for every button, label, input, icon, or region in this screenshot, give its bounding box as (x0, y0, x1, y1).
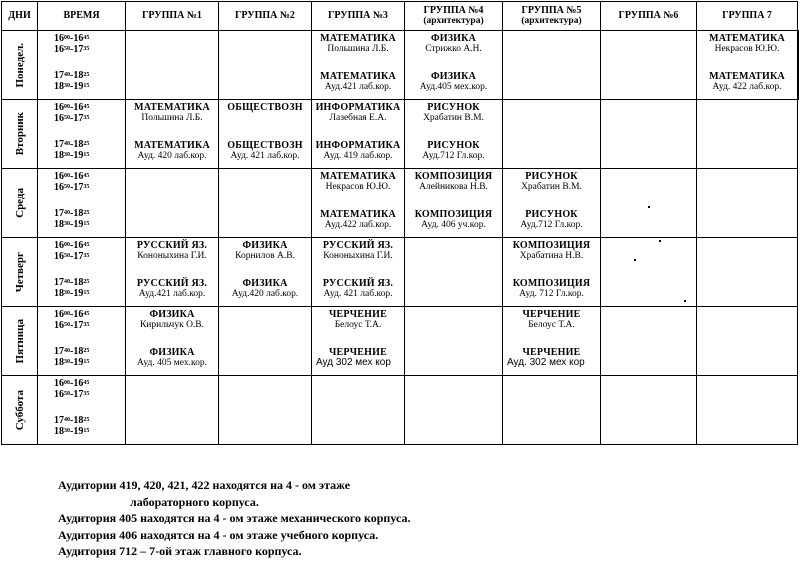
lesson-cell (601, 376, 697, 445)
day-row (2, 238, 799, 307)
time-slot: $16^{50}-17^{35}$ (54, 113, 90, 124)
note-line: Аудитория 712 – 7-ой этаж главного корпуса. (58, 544, 302, 558)
room: Ауд.421 лаб.кор. (324, 82, 392, 92)
group-name: ГРУППА №4 (423, 5, 484, 16)
slot-hour: 17 (54, 277, 64, 288)
time-slot: $16^{00}-16^{45}$ (54, 171, 90, 182)
group-header (312, 2, 405, 31)
schedule-table (1, 1, 799, 445)
notes (58, 477, 410, 560)
room: Ауд.712 Гл.кор. (520, 220, 583, 230)
room: Ауд.421 лаб.кор. (138, 289, 206, 299)
lesson-cell (503, 31, 601, 100)
group-name: ГРУППА №6 (618, 10, 679, 21)
subject: КОМПОЗИЦИЯ (414, 209, 493, 220)
slot-hour: 17 (73, 113, 84, 124)
slot-minute: 50 (64, 46, 70, 52)
day-cell (2, 100, 38, 169)
room: Ауд.420 лаб.кор. (231, 289, 299, 299)
lesson-cell (405, 100, 503, 169)
lesson-cell (405, 238, 503, 307)
time-slot: $17^{40}-18^{25}$ (54, 346, 90, 357)
group-header (405, 2, 503, 31)
slot-hour: 17 (54, 70, 64, 81)
slot-minute: 30 (64, 221, 70, 227)
slot-minute: 15 (83, 83, 90, 89)
time-cell (38, 376, 126, 445)
group-name: ГРУППА №5 (521, 5, 582, 16)
room: Ауд. 421 лаб.кор. (230, 151, 300, 161)
teacher: Храбатин В.М. (423, 113, 484, 123)
slot-hour: 19 (73, 288, 84, 299)
lesson-cell (312, 31, 405, 100)
speck-mark (648, 206, 650, 208)
slot-hour: 17 (73, 182, 84, 193)
slot-minute: 35 (83, 253, 90, 259)
teacher: Храбатин В.М. (521, 182, 582, 192)
room: Ауд. 406 уч.кор. (421, 220, 486, 230)
slot-minute: 00 (64, 380, 70, 386)
teacher: Белоус Т.А. (334, 320, 382, 330)
subject: РИСУНОК (427, 140, 480, 151)
slot-minute: 25 (83, 279, 90, 285)
slot-hour: 19 (73, 150, 84, 161)
lesson-cell (219, 100, 312, 169)
lesson-cell (126, 238, 219, 307)
group-header (219, 2, 312, 31)
slot-hour: 16 (54, 378, 64, 389)
day-cell (2, 238, 38, 307)
slot-hour: 17 (54, 415, 64, 426)
time-header: ВРЕМЯ (38, 2, 126, 31)
slot-minute: 00 (64, 35, 70, 41)
slot-hour: 16 (54, 102, 64, 113)
slot-minute: 00 (64, 104, 70, 110)
lesson-cell (503, 169, 601, 238)
slot-minute: 30 (64, 359, 70, 365)
subject: ФИЗИКА (149, 347, 195, 358)
subject: РИСУНОК (427, 102, 480, 113)
slot-minute: 15 (83, 428, 90, 434)
slot-hour: 19 (73, 81, 84, 92)
slot-hour: 18 (73, 415, 84, 426)
lesson-cell (219, 169, 312, 238)
room: Ауд. 420 лаб.кор. (137, 151, 207, 161)
lesson-cell (126, 100, 219, 169)
lesson-cell (601, 238, 697, 307)
slot-hour: 16 (54, 240, 64, 251)
slot-hour: 18 (54, 150, 64, 161)
slot-minute: 40 (64, 72, 70, 78)
lesson-cell (601, 100, 697, 169)
subject: ФИЗИКА (242, 278, 288, 289)
lesson-cell (503, 100, 601, 169)
time-slot: $17^{40}-18^{25}$ (54, 277, 90, 288)
day-row (2, 31, 799, 100)
teacher: Некрасов Ю.Ю. (714, 44, 780, 54)
slot-hour: 18 (54, 288, 64, 299)
room: Ауд.712 Гл.кор. (422, 151, 485, 161)
time-cell (38, 100, 126, 169)
lesson-cell (219, 238, 312, 307)
subject: ИНФОРМАТИКА (315, 102, 401, 113)
subject: МАТЕМАТИКА (320, 33, 396, 44)
room: Ауд. 419 лаб.кор. (323, 151, 393, 161)
speck-mark (634, 259, 636, 261)
day-cell (2, 169, 38, 238)
time-cell (38, 169, 126, 238)
slot-hour: 18 (73, 277, 84, 288)
slot-minute: 40 (64, 210, 70, 216)
room: Ауд. 712 Гл.кор. (519, 289, 584, 299)
teacher: Белоус Т.А. (528, 320, 575, 330)
lesson-cell (405, 31, 503, 100)
slot-hour: 16 (73, 378, 84, 389)
slot-hour: 18 (54, 426, 64, 437)
group-header (697, 2, 798, 31)
slot-minute: 50 (64, 322, 70, 328)
subject: ОБЩЕСТВОЗН (227, 140, 303, 151)
day-name: Четверг (13, 251, 26, 293)
lesson-cell (312, 307, 405, 376)
slot-hour: 16 (73, 240, 84, 251)
slot-minute: 25 (83, 141, 90, 147)
subject: МАТЕМАТИКА (320, 71, 396, 82)
slot-minute: 45 (83, 104, 90, 110)
slot-hour: 17 (54, 346, 64, 357)
subject: РИСУНОК (525, 171, 578, 182)
lesson-cell (312, 238, 405, 307)
slot-hour: 17 (54, 139, 64, 150)
group-name: ГРУППА 7 (722, 10, 772, 21)
subject: ИНФОРМАТИКА (315, 140, 401, 151)
group-name: ГРУППА №1 (142, 10, 202, 21)
group-sub: (архитектура) (423, 16, 484, 26)
slot-hour: 16 (73, 33, 84, 44)
subject: РУССКИЙ ЯЗ. (136, 240, 208, 251)
teacher: Стрижко А.Н. (425, 44, 482, 54)
lesson-cell (601, 169, 697, 238)
time-cell (38, 31, 126, 100)
day-name: Вторник (13, 112, 26, 156)
slot-hour: 17 (73, 44, 84, 55)
slot-hour: 16 (54, 389, 64, 400)
slot-minute: 45 (83, 35, 90, 41)
time-slot: $16^{00}-16^{45}$ (54, 102, 90, 113)
lesson-cell (126, 307, 219, 376)
slot-minute: 40 (64, 348, 70, 354)
slot-hour: 18 (54, 219, 64, 230)
day-cell (2, 376, 38, 445)
time-slot: $18^{30}-19^{15}$ (54, 357, 90, 368)
lesson-cell (312, 376, 405, 445)
group-name: ГРУППА №2 (235, 10, 295, 21)
slot-minute: 40 (64, 279, 70, 285)
slot-minute: 50 (64, 115, 70, 121)
slot-minute: 40 (64, 417, 70, 423)
lesson-cell (503, 376, 601, 445)
lesson-cell (405, 307, 503, 376)
time-slot: $16^{50}-17^{35}$ (54, 182, 90, 193)
teacher: Кононыхина Г.И. (137, 251, 207, 261)
subject: МАТЕМАТИКА (709, 71, 785, 82)
subject: КОМПОЗИЦИЯ (414, 171, 493, 182)
slot-minute: 35 (83, 115, 90, 121)
group-header (601, 2, 697, 31)
day-row (2, 307, 799, 376)
slot-minute: 45 (83, 242, 90, 248)
room: Ауд. 422 лаб.кор. (712, 82, 782, 92)
slot-minute: 25 (83, 348, 90, 354)
time-cell (38, 307, 126, 376)
note-line: лабораторного корпуса. (130, 494, 259, 509)
slot-hour: 16 (54, 44, 64, 55)
slot-minute: 45 (83, 380, 90, 386)
slot-minute: 35 (83, 322, 90, 328)
slot-hour: 19 (73, 219, 84, 230)
group-header (503, 2, 601, 31)
teacher: Храбатина Н.В. (519, 251, 584, 261)
subject: ФИЗИКА (430, 33, 477, 44)
slot-hour: 18 (73, 208, 84, 219)
time-slot: $16^{50}-17^{35}$ (54, 44, 90, 55)
time-slot: $18^{30}-19^{15}$ (54, 150, 90, 161)
room: Ауд 302 мех кор (316, 357, 391, 368)
teacher: Кононыхина Г.И. (323, 251, 393, 261)
time-slot: $17^{40}-18^{25}$ (54, 208, 90, 219)
time-slot: $17^{40}-18^{25}$ (54, 139, 90, 150)
lesson-cell (503, 238, 601, 307)
lesson-cell (601, 31, 697, 100)
note-line: Аудитории 419, 420, 421, 422 находятся на 4 - ом этаже (58, 478, 351, 492)
slot-minute: 45 (83, 173, 90, 179)
teacher: Польшина Л.Б. (141, 113, 203, 123)
time-slot: $16^{50}-17^{35}$ (54, 389, 90, 400)
lesson-cell (697, 307, 798, 376)
room: Ауд. 302 мех кор (507, 357, 585, 368)
lesson-cell (126, 376, 219, 445)
subject: ФИЗИКА (242, 240, 288, 251)
lesson-cell (219, 307, 312, 376)
subject: РУССКИЙ ЯЗ. (322, 240, 394, 251)
group-name: ГРУППА №3 (328, 10, 388, 21)
slot-hour: 16 (73, 171, 84, 182)
group-sub: (архитектура) (521, 16, 582, 26)
subject: ФИЗИКА (430, 71, 477, 82)
slot-minute: 35 (83, 46, 90, 52)
slot-minute: 15 (83, 221, 90, 227)
room: Ауд. 405 мех.кор. (137, 358, 207, 368)
slot-minute: 00 (64, 242, 70, 248)
day-name: Суббота (13, 389, 26, 431)
slot-hour: 17 (73, 320, 84, 331)
slot-hour: 16 (54, 113, 64, 124)
slot-hour: 16 (54, 171, 64, 182)
subject: РИСУНОК (525, 209, 578, 220)
slot-hour: 18 (54, 81, 64, 92)
time-slot: $16^{00}-16^{45}$ (54, 378, 90, 389)
lesson-cell (126, 31, 219, 100)
subject: МАТЕМАТИКА (134, 102, 210, 113)
slot-minute: 15 (83, 359, 90, 365)
day-row (2, 169, 799, 238)
subject: МАТЕМАТИКА (709, 33, 785, 44)
slot-minute: 30 (64, 290, 70, 296)
time-slot: $18^{30}-19^{15}$ (54, 426, 90, 437)
slot-minute: 50 (64, 184, 70, 190)
slot-minute: 30 (64, 428, 70, 434)
teacher: Некрасов Ю.Ю. (325, 182, 391, 192)
day-name: Пятница (13, 318, 26, 364)
teacher: Лазебная Е.А. (329, 113, 387, 123)
slot-hour: 16 (73, 102, 84, 113)
slot-hour: 16 (54, 320, 64, 331)
lesson-cell (697, 376, 798, 445)
note-line: Аудитория 405 находятся на 4 - ом этаже механического корпуса. (58, 511, 411, 525)
room: Ауд.422 лаб.кор. (324, 220, 392, 230)
slot-hour: 18 (54, 357, 64, 368)
day-row (2, 100, 799, 169)
time-slot: $16^{50}-17^{35}$ (54, 251, 90, 262)
lesson-cell (697, 169, 798, 238)
teacher: Корнилов А.В. (235, 251, 295, 261)
room: Ауд. 421 лаб.кор. (323, 289, 393, 299)
slot-minute: 30 (64, 152, 70, 158)
day-cell (2, 307, 38, 376)
day-cell (2, 31, 38, 100)
day-name: Среда (13, 188, 26, 218)
subject: МАТЕМАТИКА (134, 140, 210, 151)
slot-minute: 25 (83, 417, 90, 423)
slot-hour: 16 (73, 309, 84, 320)
time-slot: $17^{40}-18^{25}$ (54, 70, 90, 81)
day-row (2, 376, 799, 445)
slot-minute: 00 (64, 311, 70, 317)
lesson-cell (219, 376, 312, 445)
lesson-cell (312, 169, 405, 238)
time-slot: $18^{30}-19^{15}$ (54, 219, 90, 230)
day-name: Понедел. (13, 42, 26, 88)
slot-hour: 18 (73, 70, 84, 81)
lesson-cell (601, 307, 697, 376)
lesson-cell (405, 376, 503, 445)
slot-hour: 18 (73, 346, 84, 357)
slot-minute: 50 (64, 391, 70, 397)
teacher: Польшина Л.Б. (327, 44, 389, 54)
room: Ауд.405 мех.кор. (419, 82, 488, 92)
subject: КОМПОЗИЦИЯ (512, 278, 591, 289)
slot-hour: 17 (73, 389, 84, 400)
subject: РУССКИЙ ЯЗ. (322, 278, 394, 289)
slot-minute: 25 (83, 210, 90, 216)
time-slot: $16^{50}-17^{35}$ (54, 320, 90, 331)
teacher: Алейникова Н.В. (419, 182, 488, 192)
time-slot: $16^{00}-16^{45}$ (54, 309, 90, 320)
slot-hour: 16 (54, 309, 64, 320)
subject: ЧЕРЧЕНИЕ (522, 309, 581, 320)
slot-hour: 16 (54, 182, 64, 193)
slot-minute: 00 (64, 173, 70, 179)
note-line: Аудитория 406 находятся на 4 - ом этаже учебного корпуса. (58, 527, 379, 542)
time-slot: $16^{00}-16^{45}$ (54, 240, 90, 251)
subject: ЧЕРЧЕНИЕ (329, 347, 387, 358)
subject: ОБЩЕСТВОЗН (227, 102, 303, 113)
slot-minute: 30 (64, 83, 70, 89)
lesson-cell (503, 307, 601, 376)
slot-minute: 45 (83, 311, 90, 317)
slot-minute: 15 (83, 152, 90, 158)
slot-hour: 17 (73, 251, 84, 262)
subject: МАТЕМАТИКА (320, 209, 396, 220)
time-slot: $18^{30}-19^{15}$ (54, 288, 90, 299)
slot-minute: 35 (83, 184, 90, 190)
subject: ФИЗИКА (149, 309, 195, 320)
slot-hour: 16 (54, 33, 64, 44)
subject: КОМПОЗИЦИЯ (512, 240, 591, 251)
teacher: Кирильчук О.В. (139, 320, 205, 330)
slot-minute: 40 (64, 141, 70, 147)
time-slot: $18^{30}-19^{15}$ (54, 81, 90, 92)
group-header (126, 2, 219, 31)
time-slot: $17^{40}-18^{25}$ (54, 415, 90, 426)
lesson-cell (219, 31, 312, 100)
lesson-cell (126, 169, 219, 238)
lesson-cell (798, 31, 799, 100)
lesson-cell (697, 238, 798, 307)
lesson-cell (697, 31, 798, 100)
slot-hour: 19 (73, 426, 84, 437)
slot-hour: 19 (73, 357, 84, 368)
slot-minute: 15 (83, 290, 90, 296)
slot-hour: 17 (54, 208, 64, 219)
lesson-cell (312, 100, 405, 169)
slot-minute: 35 (83, 391, 90, 397)
subject: ЧЕРЧЕНИЕ (522, 347, 581, 358)
time-cell (38, 238, 126, 307)
subject: МАТЕМАТИКА (320, 171, 396, 182)
slot-minute: 50 (64, 253, 70, 259)
slot-hour: 18 (73, 139, 84, 150)
subject: РУССКИЙ ЯЗ. (136, 278, 208, 289)
lesson-cell (405, 169, 503, 238)
days-header: ДНИ (2, 2, 38, 31)
speck-mark (659, 240, 661, 242)
slot-hour: 16 (54, 251, 64, 262)
slot-minute: 25 (83, 72, 90, 78)
header-row (2, 2, 799, 31)
lesson-cell (697, 100, 798, 169)
subject: ЧЕРЧЕНИЕ (329, 309, 387, 320)
speck-mark (684, 300, 686, 302)
time-slot: $16^{00}-16^{45}$ (54, 33, 90, 44)
